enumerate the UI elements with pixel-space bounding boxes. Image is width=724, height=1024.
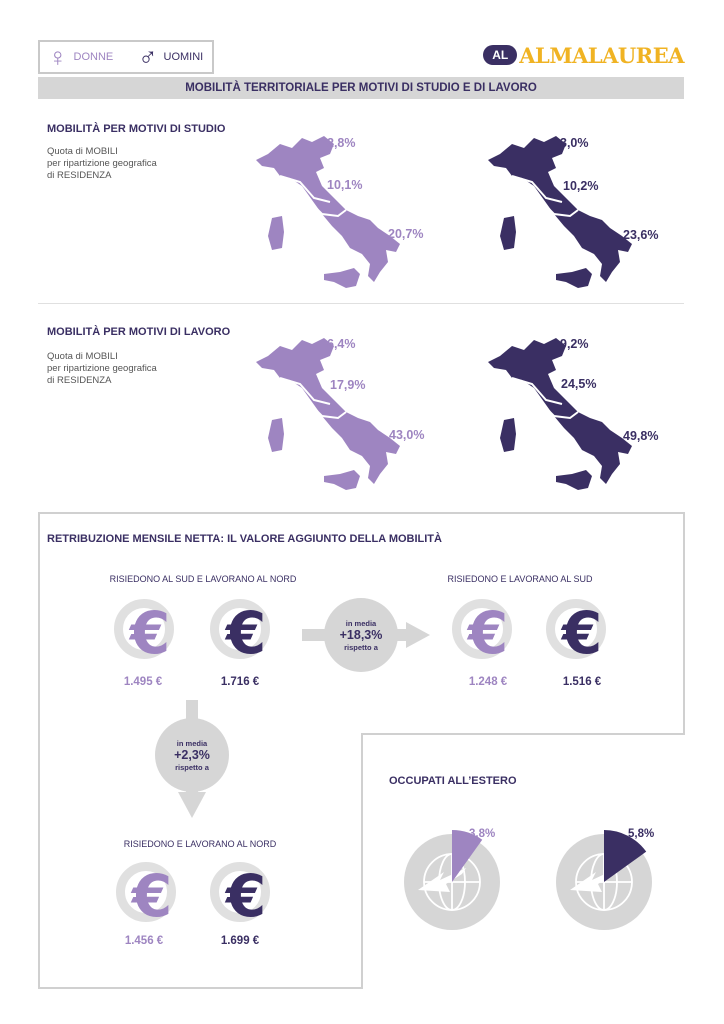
comparison-right-bottom: rispetto a (344, 642, 378, 652)
work-subtitle-line: di RESIDENZA (47, 375, 112, 386)
work-subtitle-line: per ripartizione geografica (47, 363, 157, 374)
work-women-north-pct: 6,4% (327, 337, 356, 351)
north-north-label: RISIEDONO E LAVORANO AL NORD (123, 839, 277, 849)
female-symbol-icon: ♀ (48, 42, 68, 72)
south-south-women-euro (448, 595, 528, 675)
euro-icon: € (467, 599, 509, 667)
south-north-women-euro (110, 595, 190, 675)
legend-women (48, 42, 113, 72)
logo-badge: AL (483, 45, 517, 65)
study-women-center-pct: 10,1% (327, 178, 363, 192)
south-south-label: RISIEDONO E LAVORANO AL SUD (447, 574, 593, 584)
north-north-women-euro (112, 858, 192, 938)
study-subtitle-line: per ripartizione geografica (47, 158, 157, 169)
work-men-center-pct: 24,5% (561, 377, 597, 391)
almalaurea-logo (483, 41, 684, 69)
legend-men (138, 42, 203, 72)
work-subtitle-line: Quota di MOBILI (47, 351, 118, 362)
work-women-italy-map (250, 334, 410, 494)
comparison-right-bubble (324, 598, 398, 672)
south-north-label: RISIEDONO AL SUD E LAVORANO AL NORD (109, 574, 297, 584)
work-men-north-pct: 9,2% (560, 337, 589, 351)
section-divider (38, 303, 684, 304)
page-title (38, 77, 684, 99)
abroad-title: OCCUPATI ALL’ESTERO (389, 775, 517, 787)
euro-icon: € (225, 599, 267, 667)
south-north-men-euro (206, 595, 286, 675)
comparison-down-top: in media (176, 738, 208, 748)
work-section-title: MOBILITÀ PER MOTIVI DI LAVORO (47, 326, 231, 338)
south-north-women-amount: 1.495 € (123, 676, 163, 688)
work-men-italy-map (482, 334, 642, 494)
study-men-center-pct: 10,2% (563, 179, 599, 193)
study-subtitle-line: di RESIDENZA (47, 170, 112, 181)
work-men-south-pct: 49,8% (623, 429, 659, 443)
south-south-men-amount: 1.516 € (562, 676, 602, 688)
comparison-down-value: +2,3% (174, 747, 210, 762)
study-men-italy-map (482, 132, 642, 292)
euro-icon: € (131, 862, 173, 930)
legend-men-label: UOMINI (163, 51, 204, 63)
work-women-center-pct: 17,9% (330, 378, 366, 392)
legend-women-label: DONNE (73, 51, 114, 63)
study-women-south-pct: 20,7% (388, 227, 424, 241)
women-abroad-pct: 3,8% (469, 828, 496, 840)
study-women-north-pct: 2,8% (327, 136, 356, 150)
study-women-italy-map (250, 132, 410, 292)
study-subtitle-line: Quota di MOBILI (47, 146, 118, 157)
legend (38, 40, 214, 74)
study-men-north-pct: 3,0% (560, 136, 589, 150)
logo-text: ALMALAUREA (519, 42, 684, 68)
page-title-text: MOBILITÀ TERRITORIALE PER MOTIVI DI STUDIO E DI LAVORO (185, 82, 537, 94)
euro-icon: € (561, 599, 603, 667)
study-section-title: MOBILITÀ PER MOTIVI DI STUDIO (47, 123, 226, 135)
men-abroad-pct: 5,8% (628, 828, 655, 840)
salary-section-title: RETRIBUZIONE MENSILE NETTA: IL VALORE AGGIUNTO DELLA MOBILITÀ (47, 533, 442, 545)
euro-icon: € (225, 862, 267, 930)
study-men-south-pct: 23,6% (623, 228, 659, 242)
north-north-men-euro (206, 858, 286, 938)
south-north-men-amount: 1.716 € (220, 676, 260, 688)
male-symbol-icon: ♂ (138, 42, 158, 72)
north-north-men-amount: 1.699 € (220, 935, 260, 947)
study-section-subtitle (47, 146, 197, 182)
euro-icon: € (129, 599, 171, 667)
work-women-south-pct: 43,0% (389, 428, 425, 442)
comparison-down-bubble (155, 718, 229, 792)
south-south-men-euro (542, 595, 622, 675)
comparison-right-value: +18,3% (339, 627, 383, 642)
north-north-women-amount: 1.456 € (124, 935, 164, 947)
comparison-right-top: in media (345, 618, 377, 628)
comparison-down-bottom: rispetto a (175, 762, 209, 772)
south-south-women-amount: 1.248 € (468, 676, 508, 688)
work-section-subtitle (47, 351, 197, 387)
